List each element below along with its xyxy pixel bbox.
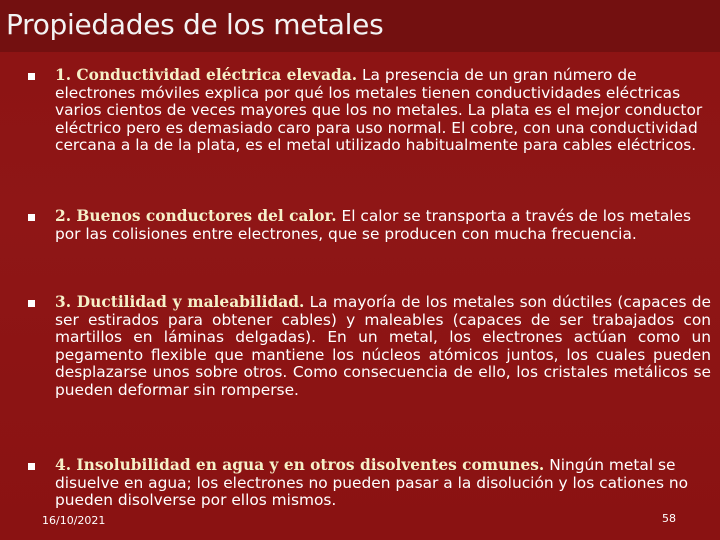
- square-bullet-icon: [28, 300, 35, 307]
- item-heading: 3. Ductilidad y maleabilidad.: [55, 293, 305, 311]
- footer-page-number: 58: [662, 512, 676, 525]
- item-body: Ningún metal se disuelve en agua; los electrones no pueden pasar a la disolución y los cationes no pueden disolverse por ellos mismos.: [55, 456, 689, 510]
- item-body: La mayoría de los metales son dúctiles (capaces de ser estirados para obtener cables) y maleables (capaces de ser trabajados con martillos en láminas delgadas). En un metal, los electrones actúan como un pegamento flexible que mantiene los núcleos atómicos juntos, los cuales pueden desplazarse unos sobre otros. Como consecuencia de ello, los cristales metálicos se pueden deformar sin romperse.: [55, 293, 711, 399]
- slide-title: Propiedades de los metales: [6, 8, 384, 41]
- square-bullet-icon: [28, 73, 35, 80]
- list-item-text: [55, 457, 711, 510]
- list-item-text: [55, 294, 711, 400]
- item-heading: 2. Buenos conductores del calor.: [55, 207, 337, 225]
- list-item-text: [55, 208, 711, 243]
- list-item-text: [55, 67, 711, 155]
- square-bullet-icon: [28, 463, 35, 470]
- footer-date: 16/10/2021: [42, 514, 106, 527]
- item-heading: 1. Conductividad eléctrica elevada.: [55, 66, 358, 84]
- square-bullet-icon: [28, 214, 35, 221]
- item-body: La presencia de un gran número de electrones móviles explica por qué los metales tienen conductividades eléctricas varios cientos de veces mayores que los no metales. La plata es el mejor conductor eléctrico pero es demasiado caro para uso normal. El cobre, con una conductividad cercana a la de la plata, es el metal utilizado habitualmente para cables eléctricos.: [55, 66, 703, 155]
- item-heading: 4. Insolubilidad en agua y en otros disolventes comunes.: [55, 456, 545, 474]
- item-body: El calor se transporta a través de los metales por las colisiones entre electrones, que se producen con mucha frecuencia.: [55, 207, 692, 243]
